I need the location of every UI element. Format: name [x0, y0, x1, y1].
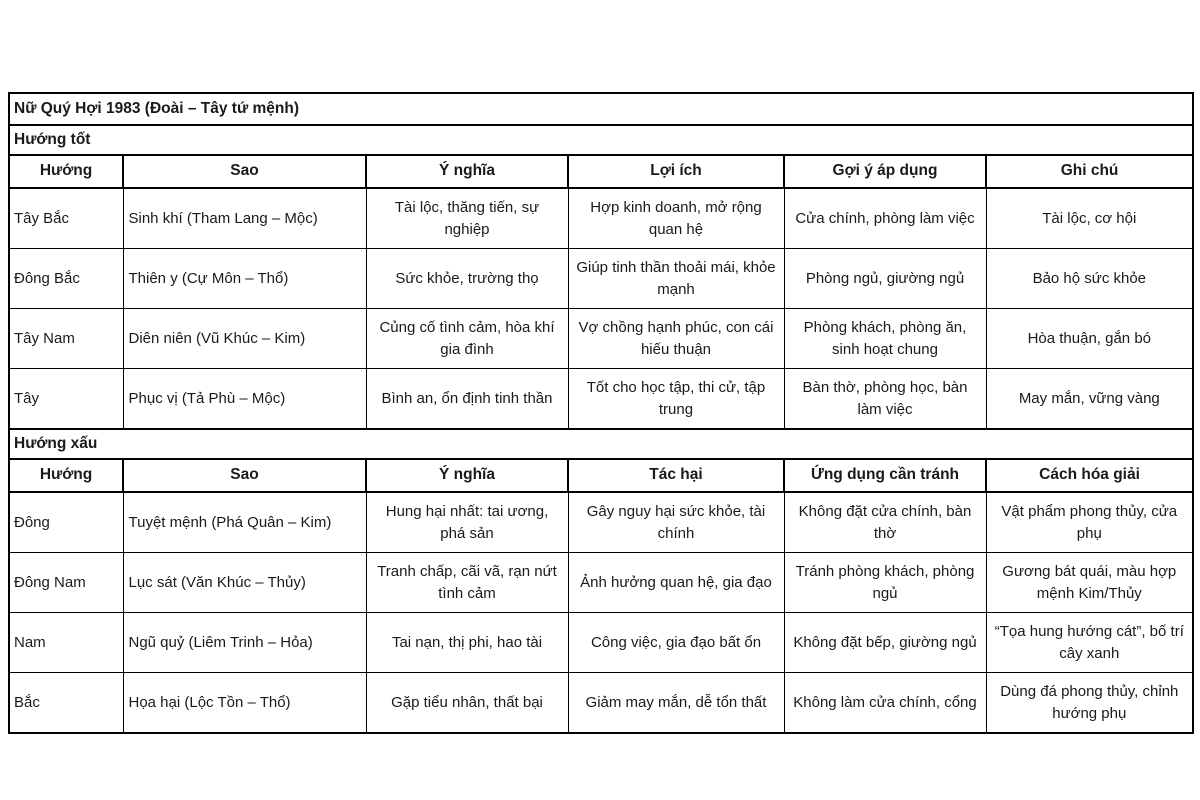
note-cell: Hòa thuận, gắn bó	[986, 309, 1193, 369]
avoid-cell: Không làm cửa chính, cổng	[784, 673, 986, 734]
good-header-row	[9, 155, 1193, 188]
direction-cell: Bắc	[9, 673, 123, 734]
remedy-cell: “Tọa hung hướng cát”, bố trí cây xanh	[986, 613, 1193, 673]
col-header-huong: Hướng	[9, 459, 123, 492]
application-cell: Phòng ngủ, giường ngủ	[784, 249, 986, 309]
harm-cell: Gây nguy hại sức khỏe, tài chính	[568, 492, 784, 553]
direction-cell: Nam	[9, 613, 123, 673]
table-row-dong-bac	[9, 249, 1193, 309]
meaning-cell: Tai nạn, thị phi, hao tài	[366, 613, 568, 673]
table-row-dong-nam	[9, 553, 1193, 613]
col-header-loi-ich: Lợi ích	[568, 155, 784, 188]
remedy-cell: Dùng đá phong thủy, chỉnh hướng phụ	[986, 673, 1193, 734]
note-cell: Bảo hộ sức khỏe	[986, 249, 1193, 309]
col-header-cach-hoa-giai: Cách hóa giải	[986, 459, 1193, 492]
direction-cell: Đông Bắc	[9, 249, 123, 309]
meaning-cell: Tranh chấp, cãi vã, rạn nứt tình cảm	[366, 553, 568, 613]
col-header-ghi-chu: Ghi chú	[986, 155, 1193, 188]
table-row-tay-bac	[9, 188, 1193, 249]
table-row-dong	[9, 492, 1193, 553]
star-cell: Ngũ quỷ (Liêm Trinh – Hỏa)	[123, 613, 366, 673]
bad-section-label: Hướng xấu	[9, 429, 1193, 459]
remedy-cell: Gương bát quái, màu hợp mệnh Kim/Thủy	[986, 553, 1193, 613]
direction-cell: Tây Bắc	[9, 188, 123, 249]
note-cell: May mắn, vững vàng	[986, 369, 1193, 430]
star-cell: Lục sát (Văn Khúc – Thủy)	[123, 553, 366, 613]
meaning-cell: Bình an, ổn định tinh thần	[366, 369, 568, 430]
direction-cell: Đông	[9, 492, 123, 553]
bad-header-row	[9, 459, 1193, 492]
direction-cell: Tây	[9, 369, 123, 430]
harm-cell: Công việc, gia đạo bất ổn	[568, 613, 784, 673]
remedy-cell: Vật phẩm phong thủy, cửa phụ	[986, 492, 1193, 553]
table-title: Nữ Quý Hợi 1983 (Đoài – Tây tứ mệnh)	[9, 93, 1193, 125]
fengshui-directions-table	[8, 92, 1194, 734]
col-header-y-nghia: Ý nghĩa	[366, 155, 568, 188]
col-header-sao: Sao	[123, 459, 366, 492]
avoid-cell: Không đặt bếp, giường ngủ	[784, 613, 986, 673]
star-cell: Diên niên (Vũ Khúc – Kim)	[123, 309, 366, 369]
meaning-cell: Tài lộc, thăng tiến, sự nghiệp	[366, 188, 568, 249]
harm-cell: Giảm may mắn, dễ tổn thất	[568, 673, 784, 734]
star-cell: Họa hại (Lộc Tồn – Thổ)	[123, 673, 366, 734]
avoid-cell: Tránh phòng khách, phòng ngủ	[784, 553, 986, 613]
benefit-cell: Giúp tinh thần thoải mái, khỏe mạnh	[568, 249, 784, 309]
table-row-bac	[9, 673, 1193, 734]
col-header-sao: Sao	[123, 155, 366, 188]
avoid-cell: Không đặt cửa chính, bàn thờ	[784, 492, 986, 553]
good-section-label: Hướng tốt	[9, 125, 1193, 155]
benefit-cell: Tốt cho học tập, thi cử, tập trung	[568, 369, 784, 430]
col-header-huong: Hướng	[9, 155, 123, 188]
meaning-cell: Gặp tiểu nhân, thất bại	[366, 673, 568, 734]
meaning-cell: Củng cố tình cảm, hòa khí gia đình	[366, 309, 568, 369]
star-cell: Phục vị (Tả Phù – Mộc)	[123, 369, 366, 430]
harm-cell: Ảnh hưởng quan hệ, gia đạo	[568, 553, 784, 613]
table-row-nam	[9, 613, 1193, 673]
benefit-cell: Vợ chồng hạnh phúc, con cái hiếu thuận	[568, 309, 784, 369]
col-header-tac-hai: Tác hại	[568, 459, 784, 492]
col-header-y-nghia: Ý nghĩa	[366, 459, 568, 492]
direction-cell: Tây Nam	[9, 309, 123, 369]
col-header-ung-dung-can-tranh: Ứng dụng cần tránh	[784, 459, 986, 492]
bad-section-row	[9, 429, 1193, 459]
application-cell: Cửa chính, phòng làm việc	[784, 188, 986, 249]
application-cell: Phòng khách, phòng ăn, sinh hoạt chung	[784, 309, 986, 369]
star-cell: Sinh khí (Tham Lang – Mộc)	[123, 188, 366, 249]
good-section-row	[9, 125, 1193, 155]
meaning-cell: Hung hại nhất: tai ương, phá sản	[366, 492, 568, 553]
direction-cell: Đông Nam	[9, 553, 123, 613]
col-header-goi-y: Gợi ý áp dụng	[784, 155, 986, 188]
star-cell: Thiên y (Cự Môn – Thổ)	[123, 249, 366, 309]
table-title-row	[9, 93, 1193, 125]
benefit-cell: Hợp kinh doanh, mở rộng quan hệ	[568, 188, 784, 249]
application-cell: Bàn thờ, phòng học, bàn làm việc	[784, 369, 986, 430]
table-row-tay-nam	[9, 309, 1193, 369]
meaning-cell: Sức khỏe, trường thọ	[366, 249, 568, 309]
star-cell: Tuyệt mệnh (Phá Quân – Kim)	[123, 492, 366, 553]
note-cell: Tài lộc, cơ hội	[986, 188, 1193, 249]
table-row-tay	[9, 369, 1193, 430]
